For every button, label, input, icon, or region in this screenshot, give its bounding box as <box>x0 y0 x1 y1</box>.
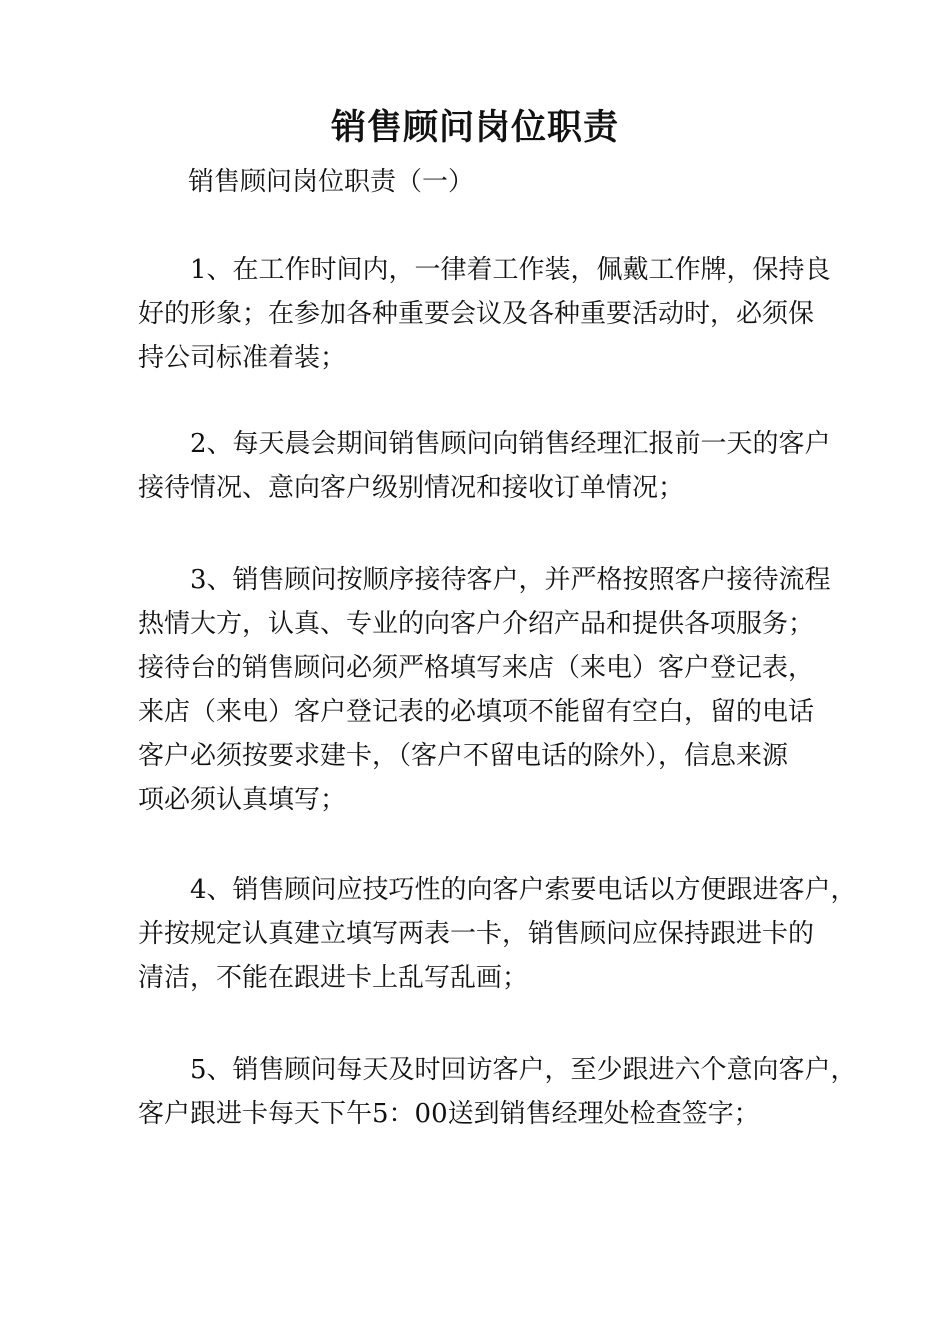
paragraph-line: 热情大方，认真、专业的向客户介绍产品和提供各项服务； <box>138 609 815 639</box>
paragraph-line: 5、销售顾问每天及时回访客户，至少跟进六个意向客户， <box>190 1055 857 1085</box>
paragraph-line: 3、销售顾问按顺序接待客户，并严格按照客户接待流程 <box>190 565 831 595</box>
paragraph-line: 好的形象；在参加各种重要会议及各种重要活动时，必须保 <box>138 299 815 329</box>
paragraph-3 <box>138 558 838 822</box>
paragraph-line: 清洁，不能在跟进卡上乱写乱画； <box>138 963 529 993</box>
paragraph-line: 并按规定认真建立填写两表一卡，销售顾问应保持跟进卡的 <box>138 919 815 949</box>
document-title: 销售顾问岗位职责 <box>330 108 619 148</box>
document-subtitle: 销售顾问岗位职责（一） <box>188 167 475 197</box>
paragraph-4 <box>138 868 857 1000</box>
paragraph-line: 4、销售顾问应技巧性的向客户索要电话以方便跟进客户， <box>190 875 857 905</box>
paragraph-line: 接待情况、意向客户级别情况和接收订单情况； <box>138 473 685 503</box>
paragraph-line: 2、每天晨会期间销售顾问向销售经理汇报前一天的客户 <box>190 429 831 459</box>
paragraph-line: 持公司标准着装； <box>138 343 347 373</box>
paragraph-line: 客户必须按要求建卡，（客户不留电话的除外），信息来源 <box>138 741 789 771</box>
paragraph-line: 来店（来电）客户登记表的必填项不能留有空白，留的电话 <box>138 697 815 727</box>
paragraph-5 <box>138 1048 857 1136</box>
paragraph-1 <box>138 248 838 380</box>
paragraph-line: 客户跟进卡每天下午5：00送到销售经理处检查签字； <box>138 1099 760 1129</box>
paragraph-line: 1、在工作时间内，一律着工作装，佩戴工作牌，保持良 <box>190 255 831 285</box>
paragraph-2 <box>138 422 838 510</box>
paragraph-line: 项必须认真填写； <box>138 785 347 815</box>
paragraph-line: 接待台的销售顾问必须严格填写来店（来电）客户登记表， <box>138 653 815 683</box>
